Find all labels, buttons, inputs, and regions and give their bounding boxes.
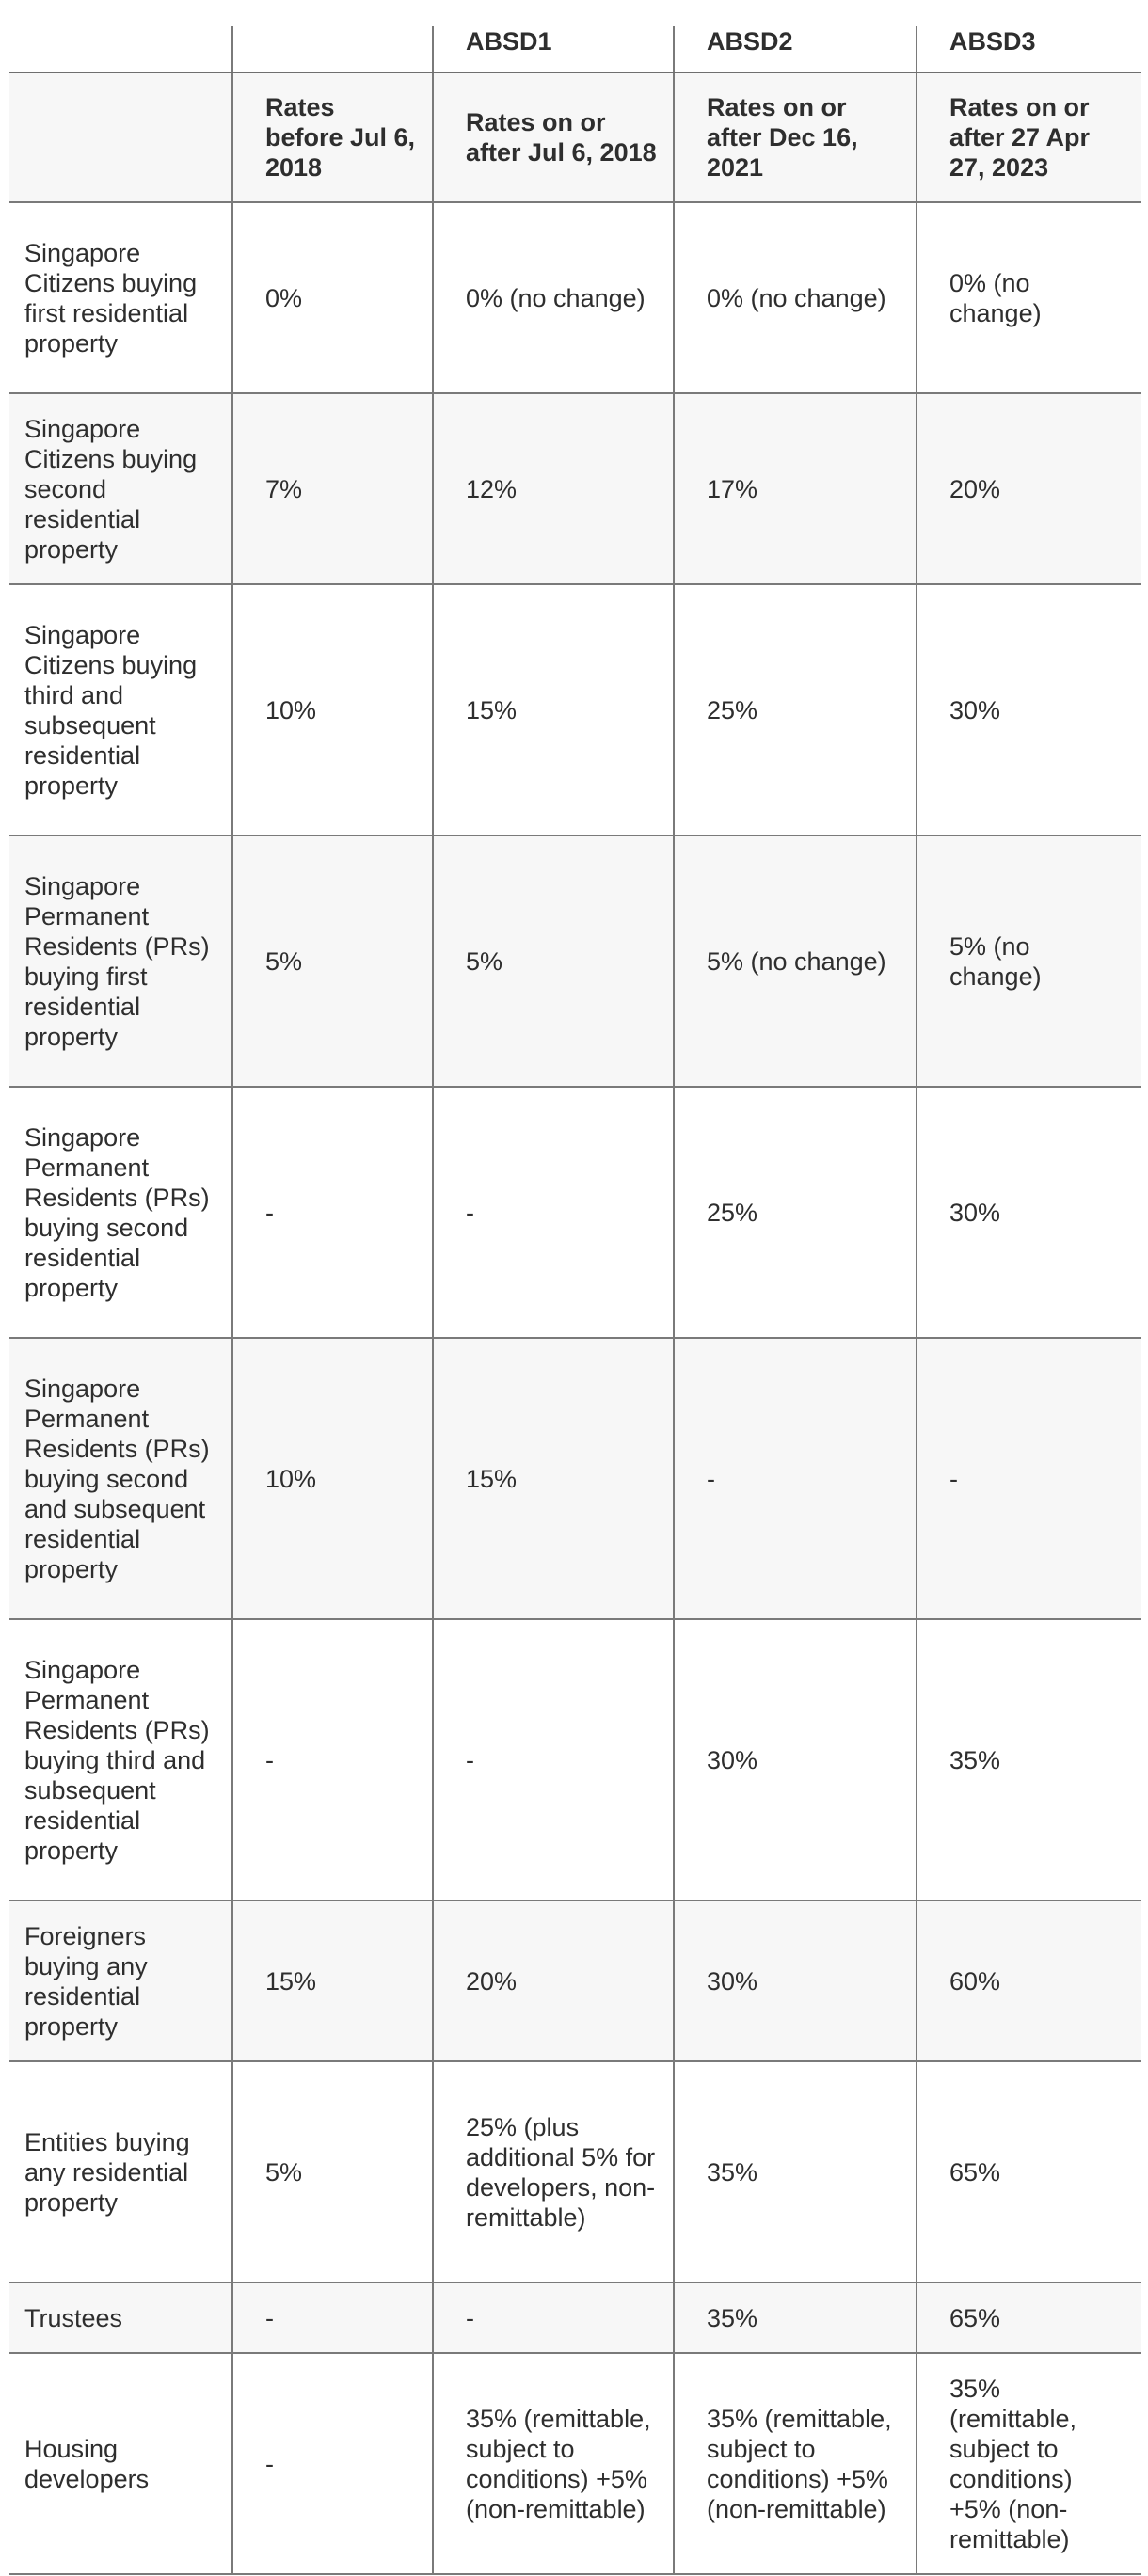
column-header-after-2021: Rates on or after Dec 16, 2021 [674,72,917,202]
rate-cell: 35% (remittable, subject to conditions) +5% (non-remittable) [433,2353,674,2574]
table-row [9,2353,1141,2574]
column-header-row [9,72,1141,202]
row-label: Entities buying any residential property [9,2061,232,2282]
rate-cell: 0% (no change) [674,202,917,393]
rate-cell: 35% (remittable, subject to conditions) +5% (non-remittable) [917,2353,1141,2574]
table-row [9,2282,1141,2353]
rate-cell: 5% (no change) [674,835,917,1087]
row-label: Singapore Citizens buying second residential property [9,393,232,584]
table-row [9,835,1141,1087]
table-row [9,1338,1141,1619]
rate-cell: 10% [232,584,433,835]
table-row [9,1619,1141,1900]
rate-cell: - [433,2282,674,2353]
rate-cell: 35% (remittable, subject to conditions) +5% (non-remittable) [674,2353,917,2574]
row-label: Singapore Permanent Residents (PRs) buying second residential property [9,1087,232,1338]
rate-cell: 25% [674,584,917,835]
absd-rates-table-container [9,26,1141,2575]
rate-cell: 20% [917,393,1141,584]
group-header-absd2: ABSD2 [674,26,917,72]
rate-cell: 5% [232,835,433,1087]
rate-cell: 7% [232,393,433,584]
table-row [9,1087,1141,1338]
rate-cell: - [232,2353,433,2574]
rate-cell: - [917,1338,1141,1619]
rate-cell: 5% [433,835,674,1087]
rate-cell: 0% (no change) [433,202,674,393]
rate-cell: 35% [674,2282,917,2353]
rate-cell: 30% [917,584,1141,835]
table-row [9,584,1141,835]
rate-cell: - [232,1619,433,1900]
rate-cell: 5% [232,2061,433,2282]
absd-rates-table [9,26,1141,2575]
rate-cell: - [433,1619,674,1900]
row-label: Foreigners buying any residential property [9,1900,232,2061]
table-row [9,393,1141,584]
rate-cell: 65% [917,2061,1141,2282]
rate-cell: 15% [232,1900,433,2061]
table-row [9,2061,1141,2282]
row-label: Singapore Citizens buying first residential property [9,202,232,393]
group-header-blank-2 [232,26,433,72]
rate-cell: 12% [433,393,674,584]
group-header-blank-1 [9,26,232,72]
group-header-absd1: ABSD1 [433,26,674,72]
row-label: Housing developers [9,2353,232,2574]
rate-cell: 15% [433,584,674,835]
rate-cell: 10% [232,1338,433,1619]
rate-cell: 5% (no change) [917,835,1141,1087]
rate-cell: 30% [917,1087,1141,1338]
rate-cell: 30% [674,1900,917,2061]
rate-cell: 20% [433,1900,674,2061]
rate-cell: 17% [674,393,917,584]
rate-cell: - [232,2282,433,2353]
rate-cell: 30% [674,1619,917,1900]
group-header-absd3: ABSD3 [917,26,1141,72]
group-header-row [9,26,1141,72]
row-label: Trustees [9,2282,232,2353]
rate-cell: - [433,1087,674,1338]
rate-cell: 35% [674,2061,917,2282]
column-header-after-2018: Rates on or after Jul 6, 2018 [433,72,674,202]
rate-cell: 25% (plus additional 5% for developers, non-remittable) [433,2061,674,2282]
rate-cell: 35% [917,1619,1141,1900]
table-row [9,1900,1141,2061]
rate-cell: 65% [917,2282,1141,2353]
row-label: Singapore Permanent Residents (PRs) buying first residential property [9,835,232,1087]
rate-cell: 0% (no change) [917,202,1141,393]
rate-cell: - [674,1338,917,1619]
row-label: Singapore Citizens buying third and subsequent residential property [9,584,232,835]
rate-cell: 15% [433,1338,674,1619]
rate-cell: - [232,1087,433,1338]
row-label: Singapore Permanent Residents (PRs) buying second and subsequent residential property [9,1338,232,1619]
column-header-profile [9,72,232,202]
rate-cell: 60% [917,1900,1141,2061]
table-row [9,202,1141,393]
rate-cell: 25% [674,1087,917,1338]
row-label: Singapore Permanent Residents (PRs) buying third and subsequent residential property [9,1619,232,1900]
column-header-after-2023: Rates on or after 27 Apr 27, 2023 [917,72,1141,202]
column-header-before-2018: Rates before Jul 6, 2018 [232,72,433,202]
rate-cell: 0% [232,202,433,393]
